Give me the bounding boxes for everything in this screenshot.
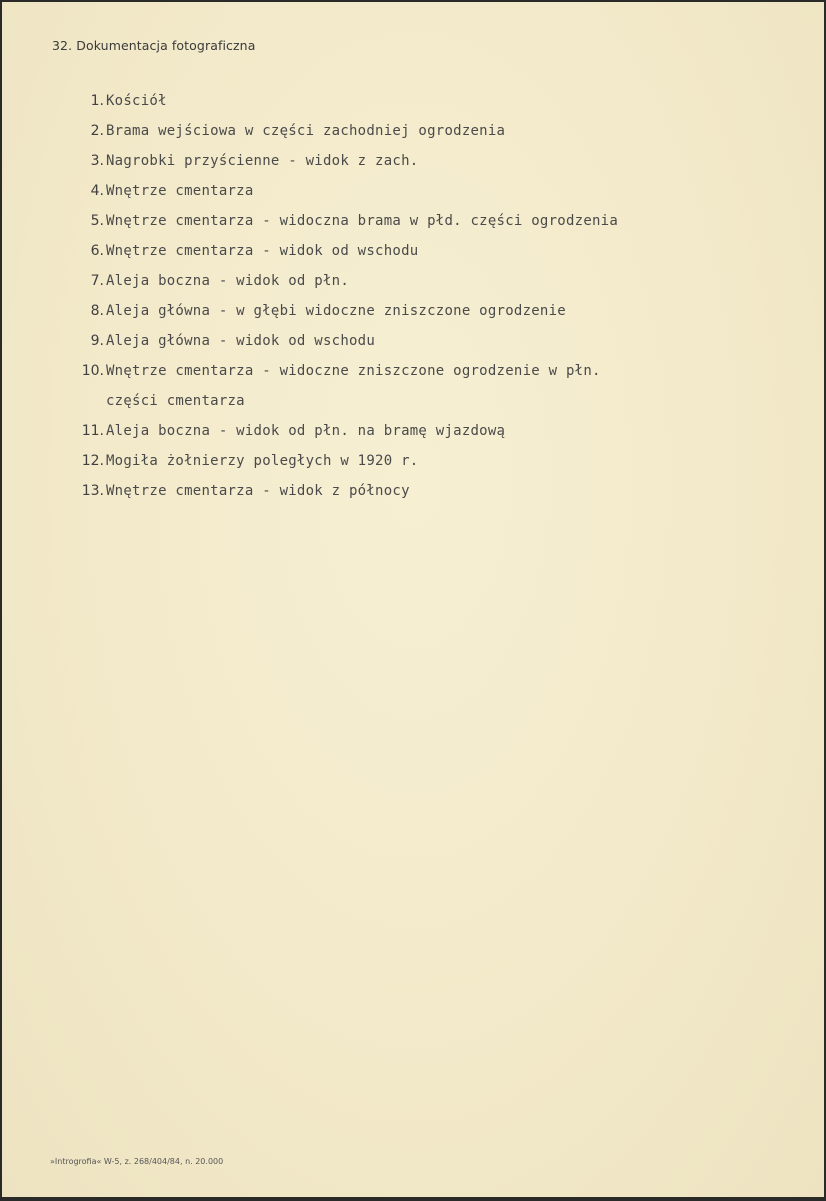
item-text: Wnętrze cmentarza - widok od wschodu [106, 243, 419, 259]
item-text: Wnętrze cmentarza - widok z północy [106, 483, 410, 499]
item-number: 11. [81, 423, 104, 439]
printer-imprint: »Introgrofia« W-5, z. 268/404/84, n. 20.000 [50, 1157, 224, 1166]
item-number: 6. [90, 243, 104, 259]
page-title: 32. Dokumentacja fotograficzna [52, 38, 256, 53]
item-number: 3. [90, 153, 104, 169]
item-number: 8. [90, 303, 104, 319]
photo-list [60, 86, 618, 506]
document-page [2, 2, 824, 1197]
item-number: 2. [90, 123, 104, 139]
item-number: 4. [90, 183, 104, 199]
list-item [60, 116, 618, 146]
list-item [60, 146, 618, 176]
item-number: 9. [90, 333, 104, 349]
list-item [60, 476, 618, 506]
item-number: 5. [90, 213, 104, 229]
item-text: Wnętrze cmentarza [106, 183, 254, 199]
list-item [60, 236, 618, 266]
item-number: 13. [81, 483, 104, 499]
item-number: 12. [81, 453, 104, 469]
item-text: Wnętrze cmentarza - widoczna brama w płd. części ogrodzenia [106, 213, 619, 229]
item-text: Aleja główna - w głębi widoczne zniszczone ogrodzenie [106, 303, 566, 319]
list-item [60, 86, 618, 116]
item-number: 1. [90, 93, 104, 109]
item-text: Aleja główna - widok od wschodu [106, 333, 376, 349]
item-text: Wnętrze cmentarza - widoczne zniszczone ogrodzenie w płn. części cmentarza [106, 363, 601, 409]
item-number: 7. [90, 273, 104, 289]
item-text: Nagrobki przyścienne - widok z zach. [106, 153, 419, 169]
item-text: Brama wejściowa w części zachodniej ogrodzenia [106, 123, 506, 139]
item-text: Kościół [106, 93, 167, 109]
list-item [60, 206, 618, 236]
list-item [60, 176, 618, 206]
item-text: Aleja boczna - widok od płn. [106, 273, 350, 289]
list-item [60, 416, 618, 446]
item-text: Aleja boczna - widok od płn. na bramę wjazdową [106, 423, 506, 439]
list-item [60, 266, 618, 296]
list-item [60, 296, 618, 326]
list-item [60, 326, 618, 356]
list-item [60, 356, 618, 416]
list-item [60, 446, 618, 476]
item-number: 10. [81, 363, 104, 379]
item-text: Mogiła żołnierzy poległych w 1920 r. [106, 453, 419, 469]
